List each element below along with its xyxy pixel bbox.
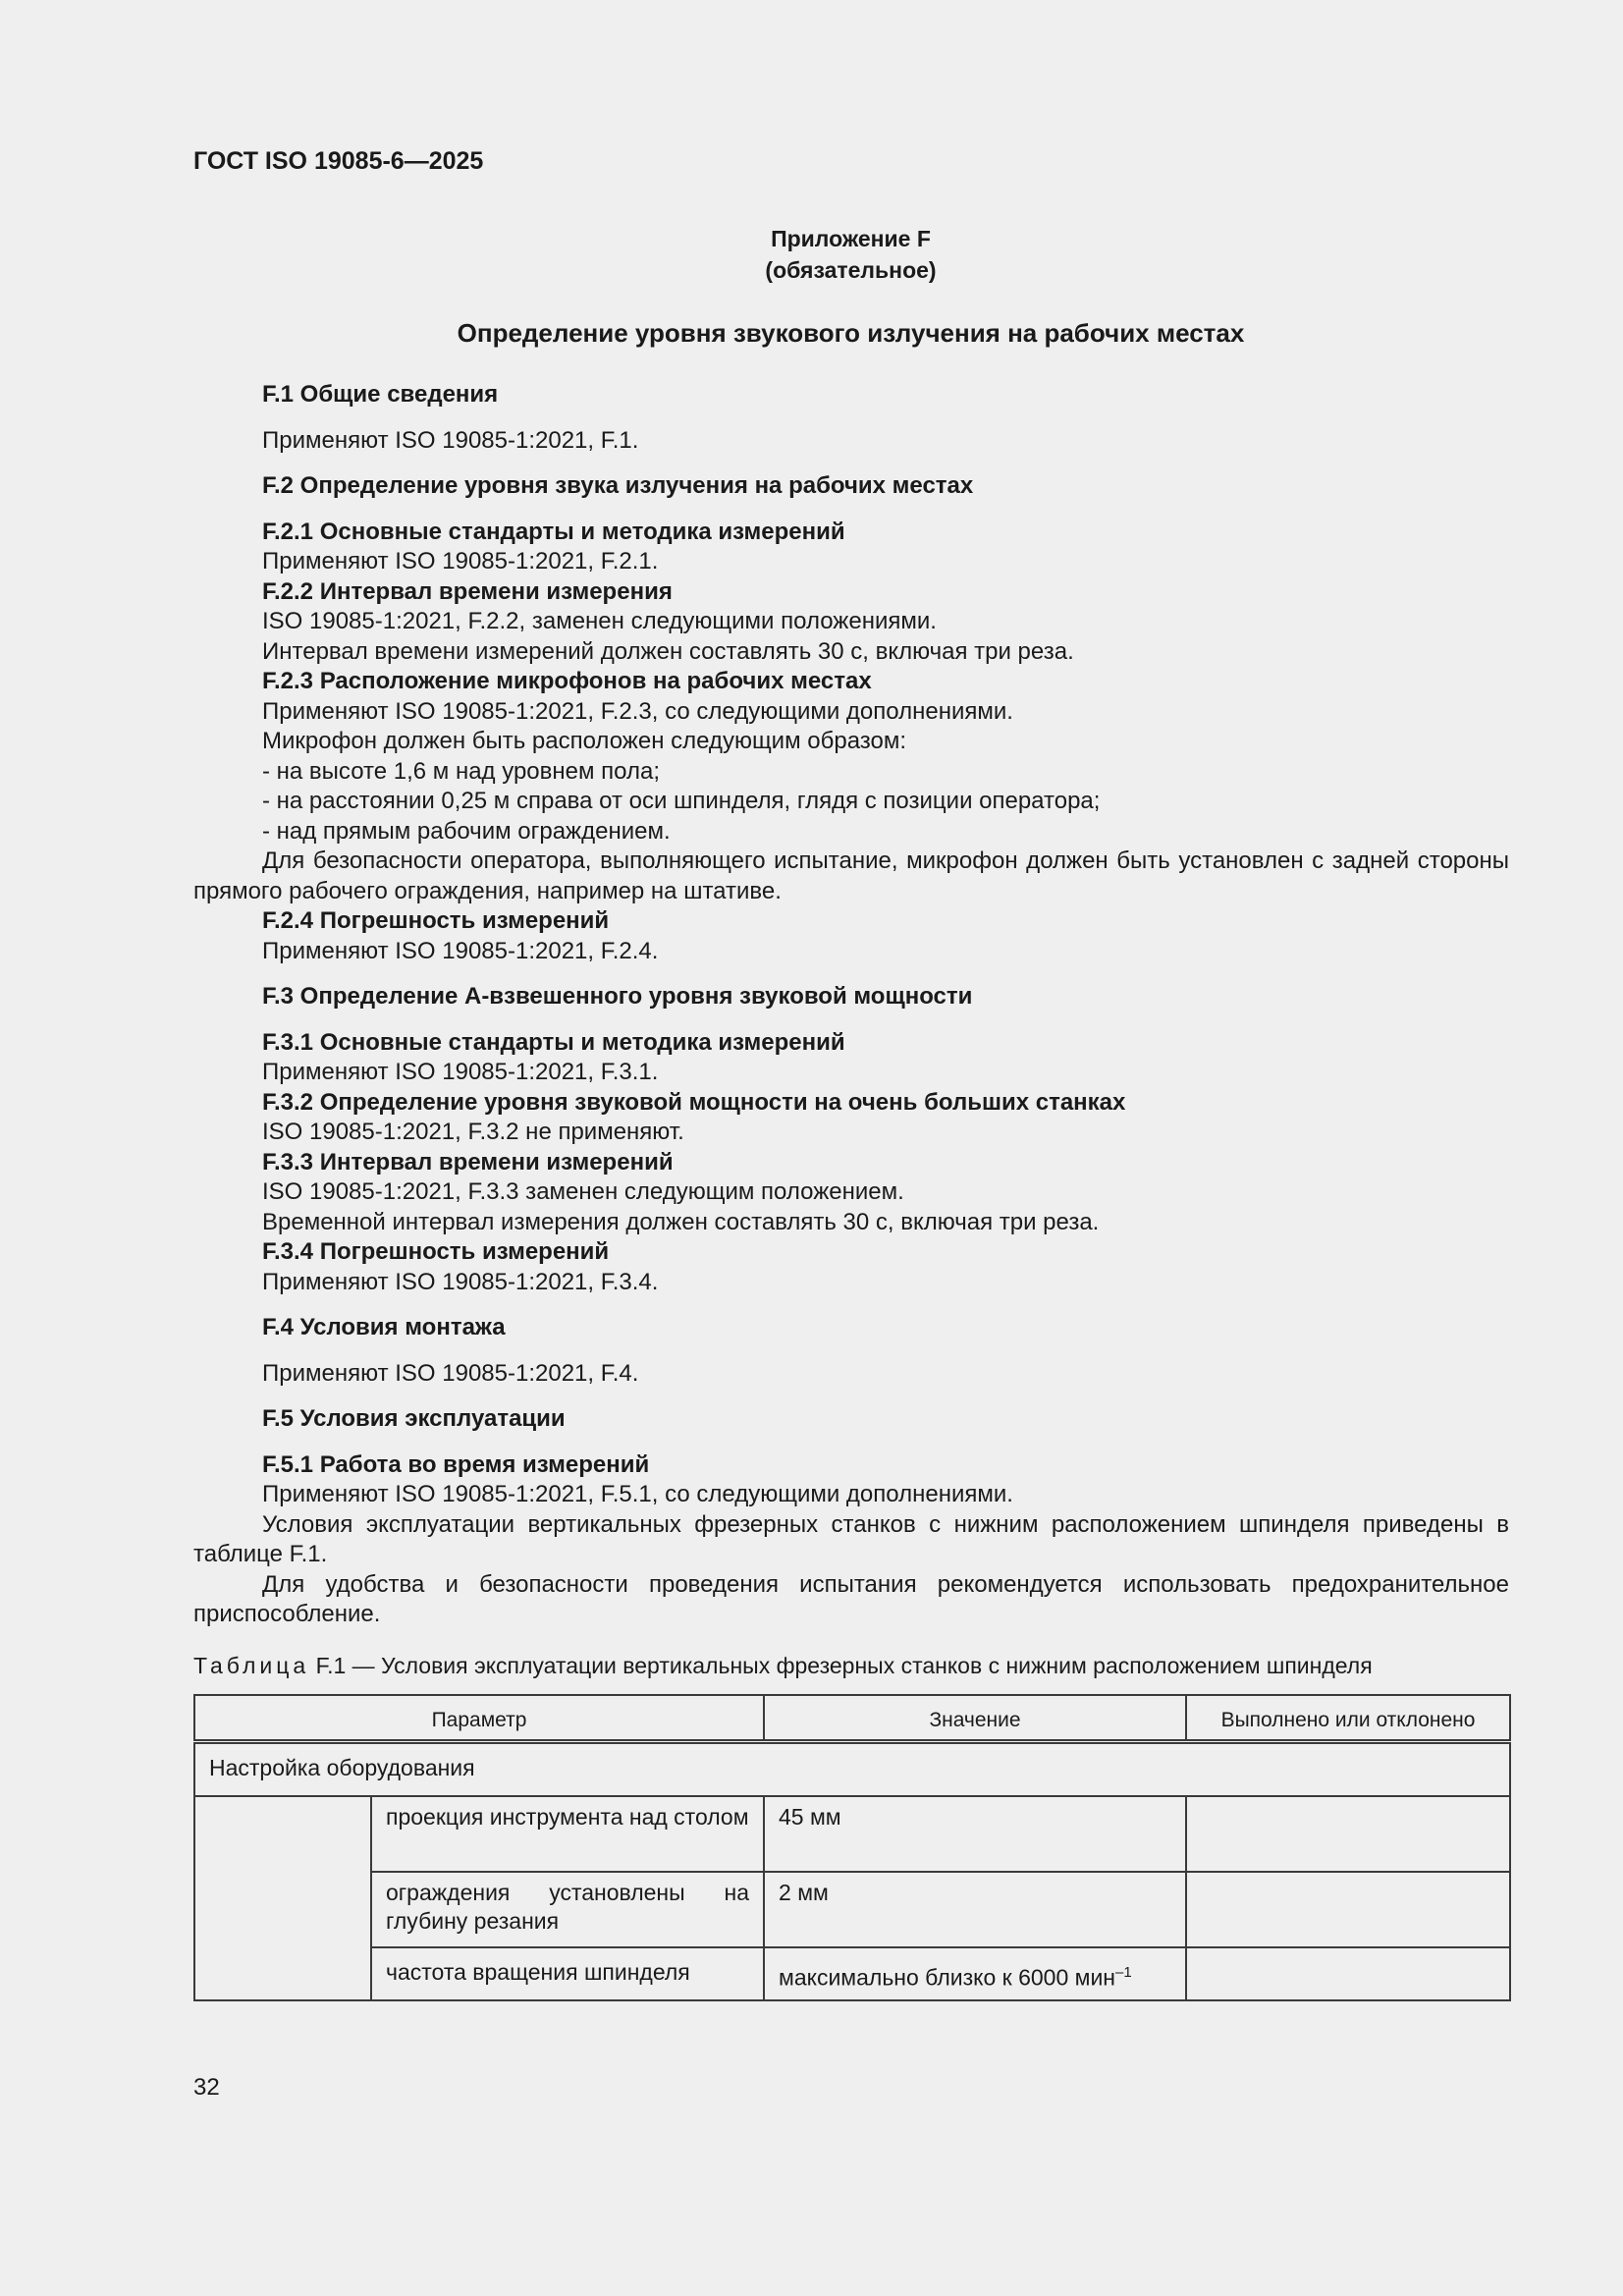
section-f3-title: F.3 Определение А-взвешенного уровня звуковой мощности — [262, 983, 973, 1010]
section-f22-text: ISO 19085-1:2021, F.2.2, заменен следующими положениями. — [262, 608, 937, 634]
table-cell-value: 2 мм — [764, 1872, 1186, 1947]
annex-heading: Определение уровня звукового излучения на рабочих местах — [457, 318, 1245, 348]
section-f23-text: Для безопасности оператора, выполняющего испытание, микрофон должен быть установлен с задней стороны прямого рабочего ограждения, например на штативе. — [193, 847, 1509, 904]
section-f23-text: Применяют ISO 19085-1:2021, F.2.3, со следующими дополнениями. — [262, 697, 1013, 725]
table-caption-label: Таблица — [193, 1653, 310, 1678]
section-f4-text: Применяют ISO 19085-1:2021, F.4. — [262, 1359, 639, 1387]
section-f33-text: ISO 19085-1:2021, F.3.3 заменен следующим положением. — [262, 1178, 904, 1205]
document-header: ГОСТ ISO 19085-6—2025 — [193, 147, 484, 175]
table-cell-value — [764, 1947, 1186, 2000]
section-f51-text: Для удобства и безопасности проведения испытания рекомендуется использовать предохранительное приспособление. — [193, 1570, 1509, 1627]
value-text: максимально близко к 6000 мин — [779, 1964, 1116, 1991]
section-f51-title: F.5.1 Работа во время измерений — [262, 1450, 650, 1478]
section-f1-text: Применяют ISO 19085-1:2021, F.1. — [262, 426, 639, 454]
section-f24-title: F.2.4 Погрешность измерений — [262, 907, 610, 934]
section-f2-title: F.2 Определение уровня звука излучения на рабочих местах — [262, 472, 974, 499]
annex-status: (обязательное) — [765, 257, 937, 283]
section-f4-title: F.4 Условия монтажа — [262, 1314, 506, 1340]
table-row — [194, 1872, 1510, 1947]
table-caption-text: F.1 — Условия эксплуатации вертикальных фрезерных станков с нижним расположением шпинделя — [309, 1653, 1373, 1678]
table-cell-value: 45 мм — [764, 1796, 1186, 1872]
section-f24-text: Применяют ISO 19085-1:2021, F.2.4. — [262, 937, 659, 964]
table-group-row — [194, 1742, 1510, 1797]
section-f21-text: Применяют ISO 19085-1:2021, F.2.1. — [262, 548, 659, 574]
table-cell-param: проекция инструмента над столом — [371, 1796, 764, 1872]
value-superscript: –1 — [1115, 1964, 1132, 1981]
conditions-table — [193, 1694, 1511, 2001]
section-f21-title: F.2.1 Основные стандарты и методика измерений — [262, 518, 845, 545]
table-row — [194, 1947, 1510, 2000]
section-f23-text: Микрофон должен быть расположен следующим образом: — [262, 728, 907, 754]
section-f51-text: Условия эксплуатации вертикальных фрезерных станков с нижним расположением шпинделя приведены в таблице F.1. — [193, 1510, 1509, 1567]
section-f33-text: Временной интервал измерения должен составлять 30 с, включая три реза. — [262, 1208, 1100, 1235]
section-f5-title: F.5 Условия эксплуатации — [262, 1405, 566, 1432]
section-f23-title: F.2.3 Расположение микрофонов на рабочих местах — [262, 668, 872, 694]
page-number: 32 — [193, 2074, 220, 2101]
list-item: - на расстоянии 0,25 м справа от оси шпинделя, глядя с позиции оператора; — [262, 788, 1101, 814]
table-header-cell: Выполнено или отклонено — [1186, 1695, 1510, 1742]
document-body — [193, 380, 1509, 1630]
table-header-cell: Параметр — [194, 1695, 764, 1742]
section-f34-title: F.3.4 Погрешность измерений — [262, 1238, 610, 1265]
section-f31-title: F.3.1 Основные стандарты и методика измерений — [262, 1028, 845, 1056]
table-row — [194, 1796, 1510, 1872]
section-f22-text: Интервал времени измерений должен составлять 30 с, включая три реза. — [262, 637, 1074, 665]
section-f32-text: ISO 19085-1:2021, F.3.2 не применяют. — [262, 1119, 684, 1145]
table-caption — [193, 1653, 1373, 1679]
table-cell-status — [1186, 1796, 1510, 1872]
section-f33-title: F.3.3 Интервал времени измерений — [262, 1148, 674, 1175]
section-f32-title: F.3.2 Определение уровня звуковой мощности на очень больших станках — [262, 1088, 1126, 1116]
table-cell-param: ограждения установлены на глубину резания — [371, 1872, 764, 1947]
list-item: - над прямым рабочим ограждением. — [262, 817, 671, 845]
annex-title: Приложение F — [771, 226, 931, 251]
section-f51-text: Применяют ISO 19085-1:2021, F.5.1, со следующими дополнениями. — [262, 1481, 1013, 1507]
section-f31-text: Применяют ISO 19085-1:2021, F.3.1. — [262, 1059, 659, 1085]
table-header-row — [194, 1695, 1510, 1742]
table-cell-status — [1186, 1947, 1510, 2000]
section-f22-title: F.2.2 Интервал времени измерения — [262, 577, 673, 605]
section-f34-text: Применяют ISO 19085-1:2021, F.3.4. — [262, 1268, 659, 1295]
table-cell-param: частота вращения шпинделя — [371, 1947, 764, 2000]
table-header-cell: Значение — [764, 1695, 1186, 1742]
section-f1-title: F.1 Общие сведения — [262, 381, 499, 408]
table-group-label: Настройка оборудования — [194, 1742, 1510, 1797]
table-cell-status — [1186, 1872, 1510, 1947]
table-cell-empty — [194, 1796, 371, 2000]
list-item: - на высоте 1,6 м над уровнем пола; — [262, 757, 661, 785]
